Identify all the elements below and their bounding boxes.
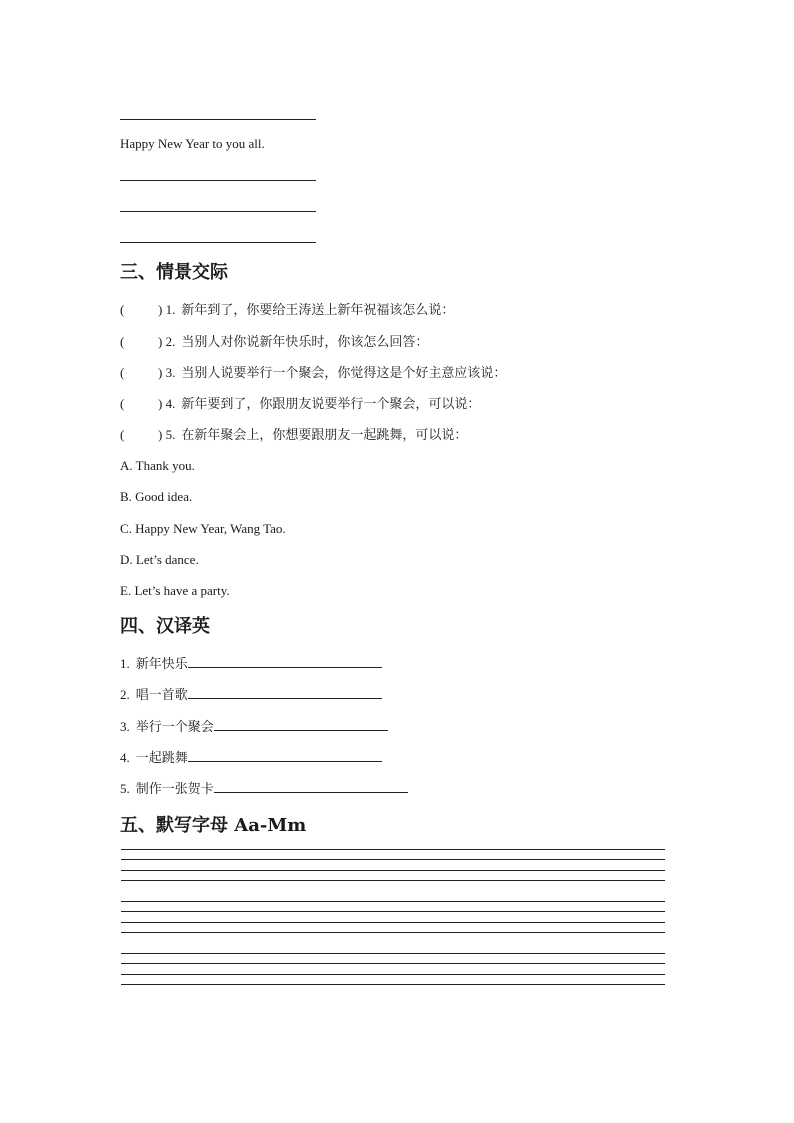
answer-line-1 (120, 180, 316, 181)
question-text: 新年要到了，你跟朋友说要举行一个聚会，可以说： (181, 396, 481, 411)
section-5-title: 五、默写字母 Aa-Mm (120, 815, 307, 836)
item-text: 制作一张贺卡 (135, 781, 214, 796)
question-text: 在新年聚会上，你想要跟朋友一起跳舞，可以说： (181, 427, 468, 442)
translation-item (120, 749, 382, 766)
answer-line-3 (120, 242, 316, 243)
option-e: E. Let’s have a party. (120, 583, 230, 598)
translation-item (120, 655, 382, 672)
item-text: 唱一首歌 (135, 687, 188, 702)
item-text: 举行一个聚会 (135, 719, 214, 734)
section-3-title: 三、情景交际 (120, 262, 228, 283)
answer-blank[interactable] (188, 655, 382, 668)
answer-paren[interactable]: ( (120, 334, 125, 349)
item-number: 4. (120, 750, 130, 765)
answer-paren[interactable]: ( (120, 302, 125, 317)
question-number: 4. (165, 396, 176, 411)
answer-blank[interactable] (214, 780, 408, 793)
question-text: 当别人对你说新年快乐时，你该怎么回答： (181, 334, 429, 349)
question-number: 2. (165, 334, 176, 349)
answer-line-2 (120, 211, 316, 212)
answer-blank[interactable] (214, 718, 388, 731)
sentence-text: Happy New Year to you all. (120, 136, 265, 151)
question-row: ( ) 4. 新年要到了，你跟朋友说要举行一个聚会，可以说： (120, 396, 481, 411)
answer-blank[interactable] (188, 686, 382, 699)
item-number: 2. (120, 687, 130, 702)
question-row: ( ) 3. 当别人说要举行一个聚会，你觉得这是个好主意应该说： (120, 365, 507, 380)
option-c: C. Happy New Year, Wang Tao. (120, 521, 286, 536)
answer-line-top (120, 119, 316, 120)
translation-item (120, 686, 382, 703)
section-4-title: 四、汉译英 (120, 616, 210, 637)
option-d: D. Let’s dance. (120, 552, 199, 567)
question-number: 5. (165, 427, 176, 442)
option-a: A. Thank you. (120, 458, 195, 473)
question-row: ( ) 1. 新年到了，你要给王涛送上新年祝福该怎么说： (120, 302, 455, 317)
translation-item (120, 718, 388, 735)
item-number: 5. (120, 781, 130, 796)
item-number: 3. (120, 719, 130, 734)
question-text: 新年到了，你要给王涛送上新年祝福该怎么说： (181, 302, 455, 317)
answer-blank[interactable] (188, 749, 382, 762)
item-number: 1. (120, 656, 130, 671)
question-number: 1. (165, 302, 176, 317)
question-row: ( ) 2. 当别人对你说新年快乐时，你该怎么回答： (120, 334, 429, 349)
option-b: B. Good idea. (120, 489, 193, 504)
answer-paren[interactable]: ( (120, 396, 125, 411)
answer-paren[interactable]: ( (120, 365, 125, 380)
question-row: ( ) 5. 在新年聚会上，你想要跟朋友一起跳舞，可以说： (120, 427, 468, 442)
question-text: 当别人说要举行一个聚会，你觉得这是个好主意应该说： (181, 365, 507, 380)
question-number: 3. (165, 365, 176, 380)
answer-paren[interactable]: ( (120, 427, 125, 442)
item-text: 一起跳舞 (135, 750, 188, 765)
item-text: 新年快乐 (135, 656, 188, 671)
translation-item (120, 780, 408, 797)
